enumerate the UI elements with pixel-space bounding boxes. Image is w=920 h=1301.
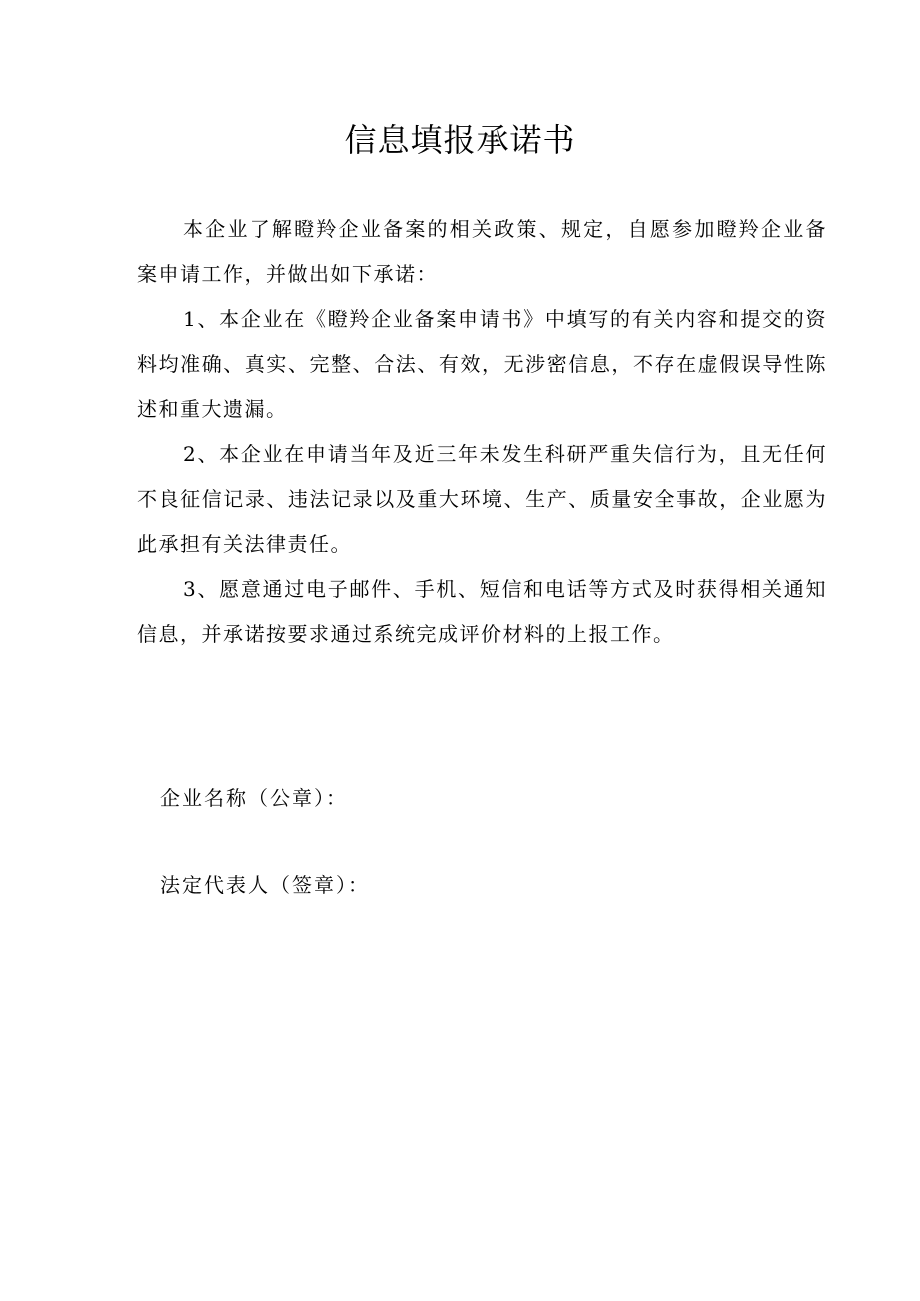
intro-paragraph: 本企业了解瞪羚企业备案的相关政策、规定，自愿参加瞪羚企业备案申请工作，并做出如下承诺： [137,217,827,286]
company-name-seal-label: 企业名称（公章）： [160,786,348,810]
commitment-item-1: 1、本企业在《瞪羚企业备案申请书》中填写的有关内容和提交的资料均准确、真实、完整、合法、有效，无涉密信息，不存在虚假误导性陈述和重大遗漏。 [137,307,827,421]
document-title: 信息填报承诺书 [344,121,576,159]
commitment-item-3: 3、愿意通过电子邮件、手机、短信和电话等方式及时获得相关通知信息，并承诺按要求通过系统完成评价材料的上报工作。 [137,577,827,646]
commitment-body [137,207,827,657]
commitment-item-2: 2、本企业在申请当年及近三年未发生科研严重失信行为，且无任何不良征信记录、违法记录以及重大环境、生产、质量安全事故，企业愿为此承担有关法律责任。 [137,442,827,556]
legal-representative-signature-label: 法定代表人（签章）： [160,873,370,897]
